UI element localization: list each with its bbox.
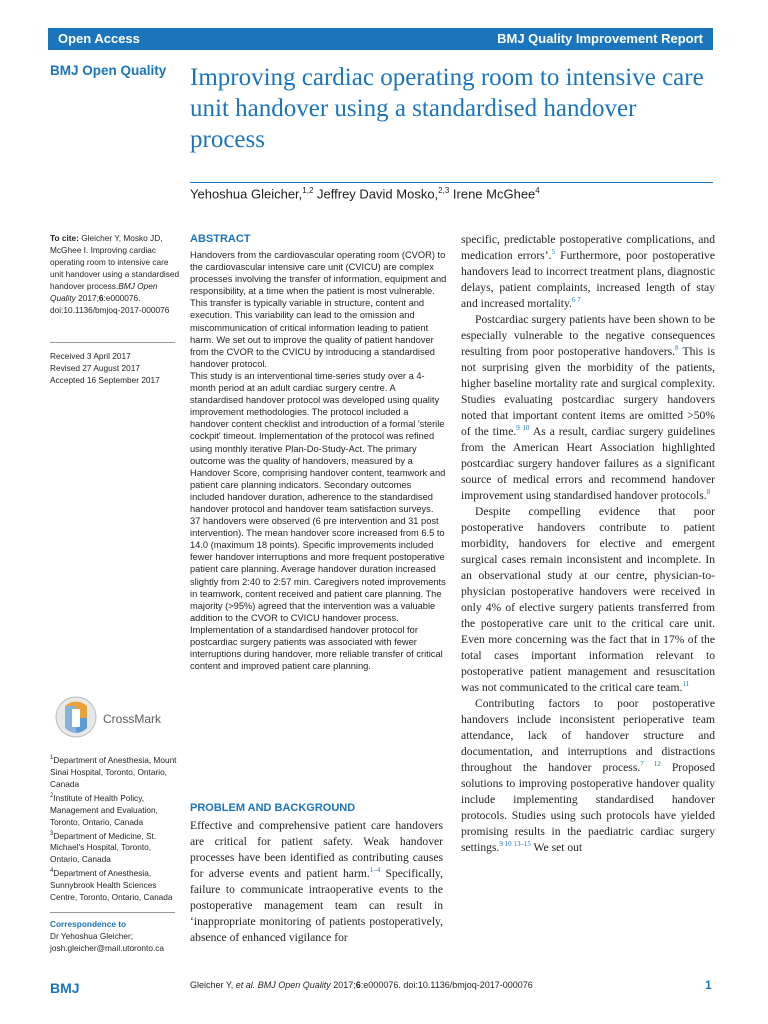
affiliation-item — [50, 752, 180, 790]
crossmark-icon — [55, 696, 97, 738]
body-paragraph — [461, 504, 715, 696]
bmj-logo: BMJ — [50, 980, 80, 996]
sidebar-divider — [50, 912, 175, 913]
reference-link[interactable]: 9 10 — [516, 424, 530, 433]
correspondence-label: Correspondence to — [50, 919, 127, 929]
cite-text: Gleicher Y, Mosko JD, McGhee I. Improving cardiac operating room to intensive care unit handover using a standardised handover process. — [50, 233, 180, 291]
author-affiliation: 2,3 — [438, 186, 450, 195]
author-name: Yehoshua Gleicher, — [190, 186, 303, 202]
cite-doi: :e000076. doi:10.1136/bmjoq-2017-000076 — [50, 293, 170, 315]
footer-year: 2017; — [330, 980, 356, 990]
paragraph-text: Postcardiac surgery patients have been shown to be especially vulnerable to the negative consequences resulting from poor postoperative handovers. — [461, 313, 715, 358]
body-text-column — [461, 232, 715, 856]
paragraph-text: Proposed solutions to improving postoperative handover quality include implementing standardised handover protocols. Studies using such protocols have yielded promising results in the paediatric cardiac surgery settings. — [461, 761, 715, 854]
paragraph-text: Specifically, failure to communicate intraoperative events to the postoperative management team can result in ‘inappropriate monitoring of patients postoperatively, absence of enhanced vigilance for — [190, 867, 443, 944]
received-date: Received 3 April 2017 — [50, 351, 131, 361]
reference-link[interactable]: 11 — [682, 680, 690, 689]
affiliation-text: Institute of Health Policy, Management and Evaluation, Toronto, Ontario, Canada — [50, 792, 158, 827]
crossmark-label: CrossMark — [103, 712, 162, 726]
abstract-paragraph: 37 handovers were observed (6 pre intervention and 31 post intervention). The mean handover score increased from 6.5 to 14.0 (maximum 18 points). Specific improvements included fewer handover interruptions and more frequent postoperative patient care planning. Average handover duration increased slightly from 2:40 to 2:57 min. Caregivers noted improvements in teamwork, content received and patient care planning. The majority (>95%) agreed that the intervention was a valuable addition to the CVOR to CVICU handover process. — [190, 516, 446, 623]
reference-link[interactable]: 9 10 13–15 — [499, 840, 531, 849]
reference-link[interactable]: 8 — [675, 344, 679, 353]
body-paragraph — [190, 818, 443, 946]
title-divider — [190, 182, 713, 183]
reference-link[interactable]: 6 7 — [571, 296, 581, 305]
accepted-date: Accepted 16 September 2017 — [50, 375, 160, 385]
paragraph-text: Contributing factors to poor postoperative handovers include inconsistent perioperative team attendance, lack of handover structure and documentation, and interruptions and distractions throughout the handover process. — [461, 697, 715, 774]
affiliation-text: Department of Medicine, St. Michael's Hospital, Toronto, Ontario, Canada — [50, 830, 157, 865]
article-title: Improving cardiac operating room to intensive care unit handover using a standardised handover process — [190, 64, 704, 153]
author-name: Irene McGhee — [449, 186, 536, 202]
body-paragraph — [461, 232, 715, 312]
paragraph-text: Furthermore, poor postoperative handovers lead to incorrect treatment plans, diagnostic delays, patient complaints, increased length of stay and increased mortality. — [461, 249, 715, 310]
open-access-label: Open Access — [58, 31, 140, 46]
affiliation-number: 2 — [50, 792, 54, 799]
paragraph-text: We set out — [530, 841, 583, 854]
revised-date: Revised 27 August 2017 — [50, 363, 140, 373]
crossmark-badge[interactable] — [55, 696, 180, 746]
page-number: 1 — [705, 978, 712, 992]
author-list — [190, 186, 540, 201]
author-affiliation: 1,2 — [302, 186, 314, 195]
sidebar-divider — [50, 342, 175, 343]
abstract-paragraph: Implementation of a standardised handover protocol for postcardiac surgery patients was associated with fewer interruptions during handover, more reliable transfer of critical content and improved patient care planning. — [190, 624, 443, 672]
cite-journal: BMJ Open Quality — [50, 281, 158, 303]
cite-volume: 6 — [98, 293, 104, 303]
reference-link[interactable]: 8 — [706, 488, 711, 497]
section-heading: PROBLEM AND BACKGROUND — [190, 802, 356, 814]
abstract-paragraph: Handovers from the cardiovascular operating room (CVOR) to the cardiovascular intensive care unit (CVICU) are complex processes involving the transfer of information, equipment and responsibility, at a time when the patient is most vulnerable. This transfer is typically variable in structure, content and execution. This variability can lead to the omission and miscommunication of critical information leading to patient harm. We set out to improve the quality of patient handover from the CVOR to the CVICU by introducing a standardised handover protocol. — [190, 250, 447, 369]
journal-name: BMJ Open Quality — [50, 63, 167, 78]
affiliation-item — [50, 828, 180, 866]
citation-block — [50, 232, 180, 316]
correspondence-name: Dr Yehoshua Gleicher; — [50, 931, 134, 941]
correspondence-email[interactable]: josh.gleicher@mail.utoronto.ca — [50, 943, 165, 953]
correspondence-block — [50, 918, 180, 954]
footer-volume: 6 — [355, 980, 361, 990]
abstract-paragraph: This study is an interventional time-series study over a 4-month period at an adult cardiac surgery centre. A standardised handover protocol was developed using quality improvement methodologies. The protocol included a handover content checklist and introduction of a formal 'sterile cockpit' timeout. Implementation of the protocol was refined using monthly iterative Plan-Do-Study-Act. The primary outcome was the quality of handovers, measured by a Handover Score, comprising handover content, teamwork and patient care planning indicators. Secondary outcomes included handover duration, adherence to the standardised handover protocol and handover team satisfaction surveys. — [190, 370, 446, 514]
affiliation-text: Department of Anesthesia, Sunnybrook Health Sciences Centre, Toronto, Ontario, Canada — [50, 868, 173, 903]
affiliation-number: 3 — [50, 830, 54, 837]
affiliation-number: 4 — [50, 868, 54, 875]
affiliation-item — [50, 790, 180, 828]
report-type-label: BMJ Quality Improvement Report — [497, 31, 703, 46]
footer-authors: Gleicher Y, — [190, 980, 236, 990]
paragraph-text: Despite compelling evidence that poor postoperative handovers contribute to patient morbidity, handovers for elective and emergent surgical cases remain inconsistent and incomplete. In an observational study at our centre, physician-to-physician postoperative handovers were received in only 4% of elective surgery patients transferred from the postoperative care unit to the critical care unit. Even more concerning was the fact that in 17% of the total cases important information relevant to postoperative patient management and resuscitation was not communicated to the critical care team. — [461, 505, 715, 694]
body-text-column — [190, 818, 443, 946]
author-name: Jeffrey David Mosko, — [313, 186, 439, 202]
paragraph-text: This is not surprising given the morbidity of the patients, higher baseline mortality rate and surgical complexity. Studies evaluating postcardiac surgery handovers noted that important content items are omitted >50% of the time. — [461, 345, 715, 438]
author-affiliation: 4 — [535, 186, 540, 195]
header-bar — [48, 28, 713, 50]
abstract-body — [190, 249, 448, 672]
affiliation-text: Department of Anesthesia, Mount Sinai Hospital, Toronto, Ontario, Canada — [50, 754, 177, 789]
paragraph-text: Effective and comprehensive patient care handovers are critical for patient safety. Weak handover processes have been identified as contributing causes for adverse events and patient harm. — [190, 819, 443, 880]
reference-link[interactable]: 1–4 — [369, 866, 381, 875]
affiliation-item — [50, 865, 180, 903]
footer-citation — [190, 980, 690, 990]
affiliations-block — [50, 752, 180, 903]
reference-link[interactable]: 5 — [551, 248, 555, 257]
dates-block — [50, 350, 180, 386]
body-paragraph — [461, 312, 715, 504]
paragraph-text: specific, predictable postoperative complications, and medication errors’. — [461, 233, 715, 262]
abstract-heading: ABSTRACT — [190, 233, 251, 245]
cite-label: To cite: — [50, 233, 79, 243]
affiliation-number: 1 — [50, 755, 54, 761]
paragraph-text: As a result, cardiac surgery guidelines from the American Heart Association highlighted postcardiac surgery handover failures as a significant source of medical errors and recommend handover improvement using standardised handover protocols. — [461, 425, 715, 502]
cite-year: 2017; — [75, 293, 99, 303]
body-paragraph — [461, 696, 715, 856]
footer-journal: et al. BMJ Open Quality — [235, 980, 331, 990]
footer-doi: :e000076. doi:10.1136/bmjoq-2017-000076 — [360, 980, 533, 990]
reference-link[interactable]: 7 12 — [640, 760, 661, 769]
